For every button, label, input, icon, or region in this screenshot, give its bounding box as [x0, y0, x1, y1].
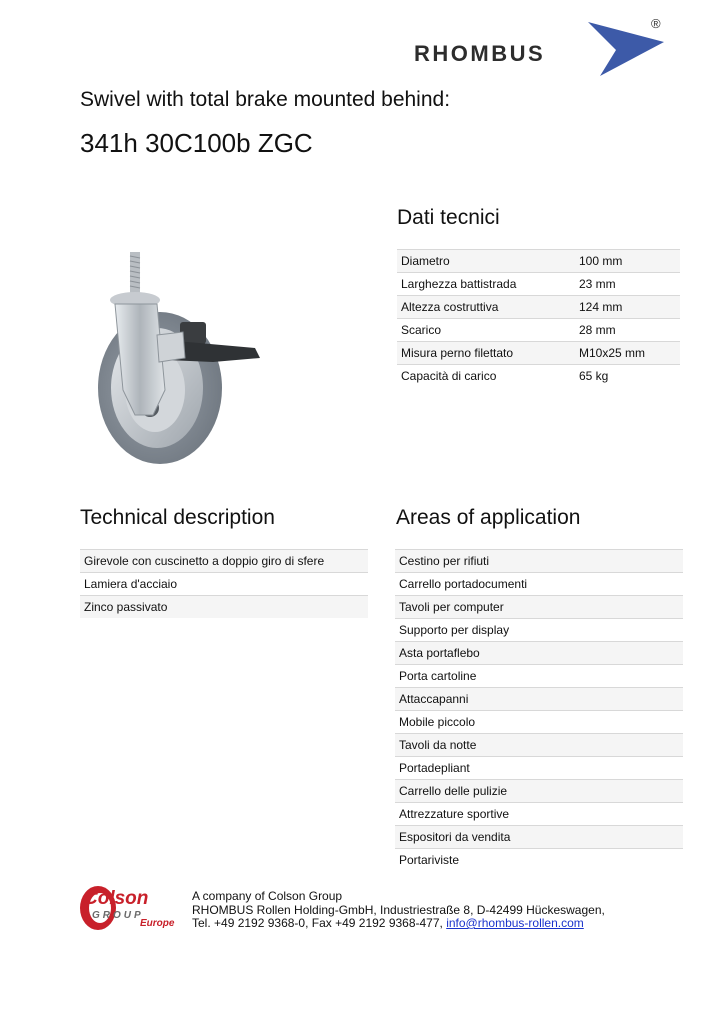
list-item-text: Lamiera d'acciaio: [80, 573, 368, 596]
list-item-text: Supporto per display: [395, 619, 683, 642]
footer-company-line: A company of Colson Group: [192, 889, 343, 903]
list-item-text: Attaccapanni: [395, 688, 683, 711]
list-item-text: Zinco passivato: [80, 596, 368, 619]
list-item: [395, 734, 683, 757]
list-item-text: Mobile piccolo: [395, 711, 683, 734]
table-row: [397, 319, 680, 342]
list-item-text: Cestino per rifiuti: [395, 550, 683, 573]
list-item-text: Porta cartoline: [395, 665, 683, 688]
list-item: [80, 596, 368, 619]
spec-label: Larghezza battistrada: [397, 273, 575, 296]
list-item: [395, 826, 683, 849]
spec-label: Altezza costruttiva: [397, 296, 575, 319]
list-item-text: Asta portaflebo: [395, 642, 683, 665]
spec-label: Misura perno filettato: [397, 342, 575, 365]
product-subtitle: Swivel with total brake mounted behind:: [80, 88, 451, 111]
list-item-text: Tavoli da notte: [395, 734, 683, 757]
spec-value: 100 mm: [575, 250, 680, 273]
spec-label: Capacità di carico: [397, 365, 575, 388]
registered-mark: ®: [651, 16, 661, 31]
list-item: [395, 757, 683, 780]
spec-value: 65 kg: [575, 365, 680, 388]
colson-logo-region: Europe: [140, 918, 175, 929]
list-item: [395, 849, 683, 872]
list-item-text: Portadepliant: [395, 757, 683, 780]
table-row: [397, 342, 680, 365]
product-code: 341h 30C100b ZGC: [80, 128, 313, 158]
rhombus-arrow-icon: [586, 20, 666, 78]
email-link[interactable]: info@rhombus-rollen.com: [446, 916, 584, 930]
list-item: [395, 688, 683, 711]
list-item-text: Espositori da vendita: [395, 826, 683, 849]
list-item: [80, 573, 368, 596]
spec-value: 124 mm: [575, 296, 680, 319]
spec-value: M10x25 mm: [575, 342, 680, 365]
list-item-text: Tavoli per computer: [395, 596, 683, 619]
table-row: [397, 296, 680, 319]
colson-logo-group: GROUP: [92, 910, 144, 921]
areas-of-application-list: [395, 549, 683, 871]
footer-phone-line: [192, 917, 605, 931]
list-item-text: Portariviste: [395, 849, 683, 872]
list-item: [395, 780, 683, 803]
specs-heading: Dati tecnici: [397, 206, 500, 229]
list-item: [395, 803, 683, 826]
list-item: [395, 596, 683, 619]
colson-logo-word: Colson: [84, 888, 149, 909]
list-item: [80, 550, 368, 573]
footer-contact: [192, 890, 605, 931]
table-row: [397, 273, 680, 296]
footer-address-line: RHOMBUS Rollen Holding-GmbH, Industriestraße 8, D-42499 Hückeswagen,: [192, 902, 605, 917]
spec-value: 23 mm: [575, 273, 680, 296]
list-item: [395, 711, 683, 734]
areas-of-application-heading: Areas of application: [396, 506, 581, 529]
spec-label: Scarico: [397, 319, 575, 342]
table-row: [397, 365, 680, 388]
castor-wheel-image: [95, 240, 270, 470]
specs-table: [397, 249, 680, 387]
list-item: [395, 665, 683, 688]
list-item-text: Carrello delle pulizie: [395, 780, 683, 803]
list-item-text: Girevole con cuscinetto a doppio giro di sfere: [80, 550, 368, 573]
footer-phone-text: Tel. +49 2192 9368-0, Fax +49 2192 9368-477,: [192, 916, 447, 930]
spec-label: Diametro: [397, 250, 575, 273]
list-item-text: Attrezzature sportive: [395, 803, 683, 826]
technical-description-list: [80, 549, 368, 618]
colson-group-logo: [78, 882, 186, 932]
brand-name: RHOMBUS: [414, 41, 546, 66]
list-item: [395, 550, 683, 573]
technical-description-heading: Technical description: [80, 506, 275, 529]
rhombus-logo: [408, 16, 670, 80]
list-item: [395, 573, 683, 596]
spec-value: 28 mm: [575, 319, 680, 342]
list-item: [395, 642, 683, 665]
list-item-text: Carrello portadocumenti: [395, 573, 683, 596]
table-row: [397, 250, 680, 273]
list-item: [395, 619, 683, 642]
